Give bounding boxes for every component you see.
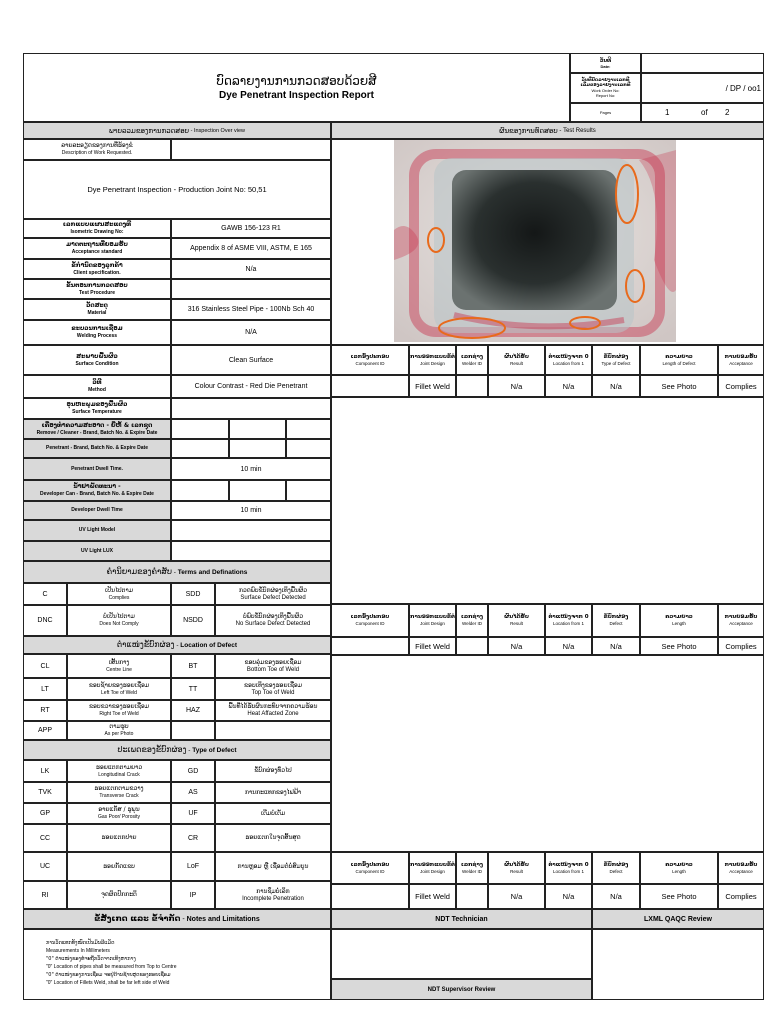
notes-line: "0" Location of pipes shall be measured from Top to Centre bbox=[46, 964, 177, 970]
row-label-lao: ຂໍ້ກຳນົດຂອງລູກຄ້າ bbox=[71, 261, 123, 269]
defects-code: AS bbox=[171, 782, 215, 803]
page-of: of bbox=[701, 108, 708, 117]
defects-description: ການຫຼອມ ຫຼື ເຊື່ອມຕໍ່ບໍ່ສົມບູນ bbox=[215, 852, 331, 881]
results-column-header: ເລກຊ່າງ Welder ID bbox=[456, 852, 488, 884]
page-total: 2 bbox=[725, 108, 730, 117]
overview-row-label bbox=[23, 520, 171, 541]
results-column-header: ຜົນໄດ້ຮັບ Result bbox=[488, 852, 545, 884]
results-cell[interactable]: N/a bbox=[488, 884, 545, 909]
results-column-header: ການອອກແບບຂໍ້ຕໍ່ Joint Design bbox=[409, 852, 456, 884]
work-order-label: Work Order No: bbox=[591, 88, 620, 93]
row-label-en: Client specification. bbox=[73, 269, 121, 276]
defects-description: ຈຸດຜິດປົກກະຕິ bbox=[67, 881, 171, 909]
overview-row-label bbox=[23, 299, 171, 320]
row-value: 10 min bbox=[240, 507, 262, 514]
date-label-lao: ວັນທີ bbox=[599, 57, 612, 64]
row-label-en: Penetrant - Brand, Batch No. & Expire Date bbox=[46, 445, 148, 451]
row-label-en: Penetrant Dwell Time. bbox=[71, 465, 123, 472]
defects-code: GD bbox=[171, 760, 215, 782]
lxml-review-sign[interactable] bbox=[592, 929, 764, 1000]
results-cell[interactable]: N/a bbox=[545, 637, 592, 655]
row-label-lao: ນ້ຳຢາພັດທະນາ - bbox=[73, 483, 121, 490]
results-cell[interactable]: N/a bbox=[545, 375, 592, 397]
overview-row-label bbox=[23, 345, 171, 375]
results-cell[interactable]: Complies bbox=[718, 375, 764, 397]
defects-code: CC bbox=[23, 824, 67, 852]
defects-code: LK bbox=[23, 760, 67, 782]
lxml-review-label: LXML QAQC Review bbox=[644, 915, 712, 923]
overview-row-value-part[interactable] bbox=[286, 439, 331, 458]
ndt-technician-label: NDT Technician bbox=[435, 915, 488, 923]
results-column-header: ຂໍ້ບົກຜ່ອງ Defect bbox=[592, 604, 640, 637]
results-cell[interactable] bbox=[456, 637, 488, 655]
defects-description: ຂໍ້ບົກຜ່ອງທົ່ວໄປ bbox=[215, 760, 331, 782]
overview-row-value-part[interactable] bbox=[286, 419, 331, 439]
report-no-label: Report No: bbox=[595, 93, 616, 98]
results-blank-area bbox=[331, 655, 764, 852]
row-value: N/A bbox=[245, 329, 257, 336]
results-cell[interactable]: N/a bbox=[545, 884, 592, 909]
row-value: GAWB 156-123 R1 bbox=[221, 225, 281, 232]
overview-row-label bbox=[23, 219, 171, 238]
description-label: ລາຍລະອຽດຂອງການທີ່ຮ້ອງຂໍ Description of Work Requested. bbox=[23, 139, 171, 160]
overview-row-value[interactable] bbox=[171, 279, 331, 299]
notes-line: "0" Location of Fillets Weld, shall be far left side of Weld bbox=[46, 980, 170, 986]
location-description: ຂອບເທິງຂອງຮອຍເຊື່ອມ Top Toe of Weld bbox=[215, 678, 331, 700]
results-column-header: ເລກອົງປະກອບ Component ID bbox=[331, 345, 409, 375]
results-cell[interactable]: Fillet Weld bbox=[409, 375, 456, 397]
overview-row-value[interactable] bbox=[171, 345, 331, 375]
overview-row-label bbox=[23, 375, 171, 398]
inspection-photo-svg bbox=[394, 140, 676, 342]
test-results-header: ຜົນຂອງການທົດສອບ - Test Results bbox=[331, 122, 764, 139]
overview-row-label bbox=[23, 480, 171, 501]
results-column-header: ຜົນໄດ້ຮັບ Result bbox=[488, 345, 545, 375]
overview-row-value[interactable] bbox=[171, 320, 331, 345]
results-cell[interactable] bbox=[456, 375, 488, 397]
results-cell[interactable]: Fillet Weld bbox=[409, 884, 456, 909]
row-value: Colour Contrast - Red Die Penetrant bbox=[194, 383, 308, 390]
results-column-header: ເລກຊ່າງ Welder ID bbox=[456, 604, 488, 637]
results-cell[interactable]: Complies bbox=[718, 884, 764, 909]
row-label-en: UV Light LUX bbox=[81, 547, 113, 554]
results-column-header: ເລກອົງປະກອບ Component ID bbox=[331, 604, 409, 637]
row-label-lao: ຂັ້ນຕອນການກວດສອບ bbox=[66, 281, 128, 289]
row-label-en: Developer Can - Brand, Batch No. & Expire Date bbox=[40, 491, 154, 497]
ndt-supervisor-label: NDT Supervisor Review bbox=[427, 986, 496, 993]
overview-row-value[interactable] bbox=[171, 375, 331, 398]
defects-description: ອາຍແກັສ / ຮູພຸນ Gas Poor/ Porosity bbox=[67, 803, 171, 824]
overview-row-value-part[interactable] bbox=[171, 439, 229, 458]
results-column-header: ຄວາມຍາວ Length bbox=[640, 604, 718, 637]
overview-row-label bbox=[23, 419, 171, 439]
defects-code: RI bbox=[23, 881, 67, 909]
results-cell[interactable]: See Photo bbox=[640, 637, 718, 655]
terms-description: ບໍ່ພົບຂໍ້ບົກຜ່ອງເທິງພື້ນຜິວ No Surface Defect Detected bbox=[215, 605, 331, 636]
results-cell[interactable]: N/a bbox=[592, 637, 640, 655]
row-value: 316 Stainless Steel Pipe - 100Nb Sch 40 bbox=[187, 306, 315, 313]
report-no-label-lao: ວັນທີ່ບົດລາຍງານເລກທີ bbox=[581, 78, 630, 83]
results-column-header: ການອອກແບບຂໍ້ຕໍ່ Joint Design bbox=[409, 345, 456, 375]
notes-body bbox=[23, 929, 331, 1000]
row-value: 10 min bbox=[240, 465, 262, 473]
results-cell[interactable]: N/a bbox=[592, 884, 640, 909]
ndt-technician-header bbox=[331, 909, 592, 929]
report-title-block bbox=[23, 53, 570, 122]
report-title: Dye Penetrant Inspection Report bbox=[218, 90, 375, 101]
test-results-header-en: Test Results bbox=[563, 127, 596, 134]
row-label-lao: ມາດຕະຖານທີ່ຍອມຮັບ bbox=[66, 241, 128, 248]
notes-line: ການວັດແທກທັງໝົດເປັນມິນລີແມັດ bbox=[46, 940, 115, 946]
defects-description: ການຊຶມບໍ່ເລິກ Incomplete Penetration bbox=[215, 881, 331, 909]
results-cell[interactable]: See Photo bbox=[640, 375, 718, 397]
overview-row-label bbox=[23, 398, 171, 419]
date-value-cell bbox=[641, 53, 764, 73]
row-label-en: Material bbox=[87, 310, 107, 316]
row-label-lao: ເຄື່ອງທຳຄວາມສະອາດ - ຍີ່ຫໍ້ & ເລກຊຸດ bbox=[41, 421, 153, 429]
results-cell[interactable]: N/a bbox=[488, 637, 545, 655]
results-column-header: ການຍອມຮັບ Acceptance bbox=[718, 604, 764, 637]
overview-row-label bbox=[23, 238, 171, 259]
overview-row-value[interactable] bbox=[171, 238, 331, 259]
terms-description: ກວດພົບຂໍ້ບົກຜ່ອງເທິງພື້ນຜິວ Surface Defect Detected bbox=[215, 583, 331, 605]
terms-code: SDD bbox=[171, 583, 215, 605]
defects-description: ເຕີມບໍ່ເຕັມ bbox=[215, 803, 331, 824]
overview-row-value[interactable] bbox=[171, 501, 331, 520]
ndt-technician-sign[interactable] bbox=[331, 929, 592, 979]
overview-row-value[interactable] bbox=[171, 541, 331, 561]
report-title-lao: ບົດລາຍງານການກວດສອບດ້ວຍສີ bbox=[216, 74, 377, 88]
results-column-header: ເລກຊ່າງ Welder ID bbox=[456, 345, 488, 375]
results-cell[interactable]: N/a bbox=[592, 375, 640, 397]
location-description: ຂອບລຸ່ມຂອງຮອຍເຊື່ອມ Bottom Toe of Weld bbox=[215, 654, 331, 678]
location-description: ເສັ້ນກາງ Centre Line bbox=[67, 654, 171, 678]
overview-row-value-part[interactable] bbox=[171, 480, 229, 501]
overview-header-en: Inspection Over view bbox=[193, 127, 245, 134]
row-label-lao: ສະພາບພື້ນຜິວ bbox=[76, 352, 118, 360]
date-label-cell bbox=[570, 53, 641, 73]
defects-code: UC bbox=[23, 852, 67, 881]
overview-row-value[interactable] bbox=[171, 219, 331, 238]
results-column-header: ຕຳແໜ່ງຈາກ 0 Location from 1 bbox=[545, 604, 592, 637]
row-label-en: Surface Condition bbox=[75, 360, 119, 367]
row-label-en: UV Light Model bbox=[78, 527, 116, 533]
notes-header: ຂໍ້ສັງເກດ ແລະ ຂໍ້ຈຳກັດ - Notes and Limitations bbox=[23, 909, 331, 929]
pages-label-cell bbox=[570, 103, 641, 122]
terms-description: ເປັນໄປຕາມ Complies bbox=[67, 583, 171, 605]
row-label-en: Isometric Drawing No: bbox=[70, 229, 124, 235]
defects-description: ຮອຍແຕກຕາມຍາວ Longitudinal Crack bbox=[67, 760, 171, 782]
date-label: Date: bbox=[600, 63, 611, 69]
overview-row-value-part[interactable] bbox=[171, 419, 229, 439]
report-no-value: / DP / oo1 bbox=[725, 83, 761, 93]
location-description: ຂອບຊ້າຍຂອງຮອຍເຊື່ອມ Left Toe of Weld bbox=[67, 678, 171, 700]
overview-row-label bbox=[23, 541, 171, 561]
defects-code: IP bbox=[171, 881, 215, 909]
location-description bbox=[215, 721, 331, 740]
terms-code: C bbox=[23, 583, 67, 605]
overview-row-label bbox=[23, 501, 171, 520]
location-code: LT bbox=[23, 678, 67, 700]
results-cell[interactable] bbox=[331, 884, 409, 909]
notes-header-en: Notes and Limitations bbox=[186, 915, 260, 923]
results-cell[interactable] bbox=[331, 637, 409, 655]
results-column-header: ການອອກແບບຂໍ້ຕໍ່ Joint Design bbox=[409, 604, 456, 637]
terms-code: DNC bbox=[23, 605, 67, 636]
terms-code: NSDD bbox=[171, 605, 215, 636]
page-current: 1 bbox=[665, 108, 670, 117]
row-label-lao: ຂະບວນການເຊື່ອມ bbox=[71, 325, 123, 332]
overview-row-value-part[interactable] bbox=[229, 480, 286, 501]
notes-line: Measurements In Millimeters bbox=[46, 948, 110, 954]
overview-row-value[interactable] bbox=[171, 398, 331, 419]
location-code: BT bbox=[171, 654, 215, 678]
overview-row-value-part[interactable] bbox=[286, 480, 331, 501]
terms-description: ບໍ່ເປັນໄປຕາມ Does Not Comply bbox=[67, 605, 171, 636]
row-value: N/a bbox=[245, 265, 257, 273]
results-blank-area bbox=[331, 397, 764, 604]
overview-row-label bbox=[23, 439, 171, 458]
defects-code: LoF bbox=[171, 852, 215, 881]
location-code: TT bbox=[171, 678, 215, 700]
test-results-header-lao: ຜົນຂອງການທົດສອບ bbox=[499, 126, 558, 135]
defects-description: ການກະແທກຂອງໄຟຟ້າ bbox=[215, 782, 331, 803]
description-blank bbox=[171, 139, 331, 160]
overview-row-value[interactable] bbox=[171, 299, 331, 320]
notes-line: "0" ຕຳແໜ່ງຂອງການເຊື່ອມ ຈະຢູ່ດ້ານຊ້າຍສຸດຂອງຮອຍເຊື່ອມ bbox=[46, 972, 171, 978]
work-requested-value: Dye Penetrant Inspection - Production Joint No: 50,51 bbox=[87, 185, 267, 194]
overview-row-label bbox=[23, 458, 171, 480]
report-no-value-cell bbox=[641, 73, 764, 103]
overview-header-lao: ພາບລວມຂອງການກວດສອບ bbox=[109, 126, 190, 135]
defects-description: ຮອຍແຕກປາຍ bbox=[67, 824, 171, 852]
results-cell[interactable] bbox=[331, 375, 409, 397]
results-column-header: ຂໍ້ບົກຜ່ອງ Type of Defect bbox=[592, 345, 640, 375]
row-label-en: Surface Temperature bbox=[72, 409, 122, 415]
location-code: HAZ bbox=[171, 700, 215, 721]
results-column-header: ຂໍ້ບົກຜ່ອງ Defect bbox=[592, 852, 640, 884]
location-code: CL bbox=[23, 654, 67, 678]
location-code bbox=[171, 721, 215, 740]
results-cell[interactable]: See Photo bbox=[640, 884, 718, 909]
report-no-label-lao2: ເລີ່ມຂອງລາຍງານເລກທີ bbox=[580, 83, 631, 88]
overview-row-label bbox=[23, 320, 171, 345]
row-label-lao: ວິທີ bbox=[92, 379, 102, 386]
notes-line: "0" ຕຳແໜ່ງຂອງທໍ່ຈະຖືກວັດຈາກເທິງຫາກາງ bbox=[46, 956, 136, 962]
defects-code: CR bbox=[171, 824, 215, 852]
overview-header: ພາບລວມຂອງການກວດສອບ - Inspection Over view bbox=[23, 122, 331, 139]
results-column-header: ຕຳແໜ່ງຈາກ 0 Location from 1 bbox=[545, 345, 592, 375]
row-value: Clean Surface bbox=[228, 356, 274, 364]
results-cell[interactable] bbox=[456, 884, 488, 909]
location-code: RT bbox=[23, 700, 67, 721]
defects-code: UF bbox=[171, 803, 215, 824]
overview-row-label bbox=[23, 259, 171, 279]
row-label-en: Welding Process bbox=[76, 333, 118, 339]
lxml-review-header bbox=[592, 909, 764, 929]
location-description: ພື້ນທີ່ໄດ້ຮັບຜົນກະທົບຈາກຄວາມຮ້ອນ Heat Affacted Zone bbox=[215, 700, 331, 721]
overview-row-value[interactable] bbox=[171, 520, 331, 541]
defects-description: ຮອຍແຕກໃນຈຸດສິ້ນສຸດ bbox=[215, 824, 331, 852]
defects-description: ຮອຍແຕກຕາມຂວາງ Transverse Crack bbox=[67, 782, 171, 803]
row-label-en: Acceptance standard bbox=[71, 249, 123, 255]
row-value: Appendix 8 of ASME VIII, ASTM, E 165 bbox=[190, 245, 312, 252]
row-label-en: Method bbox=[88, 387, 106, 393]
overview-row-value-part[interactable] bbox=[229, 439, 286, 458]
location-description: ຕາມຮູບ As per Photo bbox=[67, 721, 171, 740]
row-label-en: Remove / Cleaner - Brand, Batch No. & Expire Date bbox=[36, 429, 158, 436]
results-cell[interactable]: Complies bbox=[718, 637, 764, 655]
row-label-lao: ອຸນຫະພູມຂອງພື້ນຜິວ bbox=[66, 401, 128, 408]
location-code: APP bbox=[23, 721, 67, 740]
results-cell[interactable]: N/a bbox=[488, 375, 545, 397]
defects-code: GP bbox=[23, 803, 67, 824]
results-column-header: ການຍອມຮັບ Acceptance bbox=[718, 345, 764, 375]
overview-row-value[interactable] bbox=[171, 259, 331, 279]
overview-row-label bbox=[23, 279, 171, 299]
pages-label: Pages bbox=[599, 110, 612, 115]
location-description: ຂອບຂວາຂອງຮອຍເຊື່ອມ Right Toe of Weld bbox=[67, 700, 171, 721]
row-label-lao: ເລກແບບແຜນສະແດງທີ bbox=[62, 221, 132, 228]
results-column-header: ຜົນໄດ້ຮັບ Result bbox=[488, 604, 545, 637]
inspection-photo bbox=[394, 140, 676, 342]
results-cell[interactable]: Fillet Weld bbox=[409, 637, 456, 655]
results-column-header: ການຍອມຮັບ Acceptance bbox=[718, 852, 764, 884]
results-column-header: ຄວາມຍາວ Length bbox=[640, 852, 718, 884]
defects-description: ຮອຍກັດແຂບ bbox=[67, 852, 171, 881]
row-label-en: Developer Dwell Time bbox=[71, 507, 123, 513]
results-column-header: ເລກອົງປະກອບ Component ID bbox=[331, 852, 409, 884]
overview-row-value-part[interactable] bbox=[229, 419, 286, 439]
results-column-header: ຕຳແໜ່ງຈາກ 0 Location from 1 bbox=[545, 852, 592, 884]
report-no-label-cell bbox=[570, 73, 641, 103]
ndt-supervisor-header bbox=[331, 979, 592, 1000]
row-label-lao: ວັດສະດຸ bbox=[86, 302, 108, 309]
terms-header: ຄຳນິຍາມຂອງຄຳສັບ - Terms and Definations bbox=[23, 561, 331, 583]
pages-value-cell bbox=[641, 103, 764, 122]
defects-header: ປະເພດຂອງຂໍ້ບົກຜ່ອງ - Type of Defect bbox=[23, 740, 331, 760]
overview-row-value[interactable] bbox=[171, 458, 331, 480]
row-label-en: Test Procedure bbox=[78, 289, 116, 296]
location-header: ຕຳແໜ່ງຂໍ້ບົກຜ່ອງ - Location of Defect bbox=[23, 636, 331, 654]
notes-header-lao: ຂໍ້ສັງເກດ ແລະ ຂໍ້ຈຳກັດ bbox=[94, 914, 181, 923]
photo-area bbox=[331, 139, 764, 345]
results-column-header: ຄວາມຍາວ Length of Defect bbox=[640, 345, 718, 375]
defects-code: TVK bbox=[23, 782, 67, 803]
work-requested bbox=[23, 160, 331, 219]
